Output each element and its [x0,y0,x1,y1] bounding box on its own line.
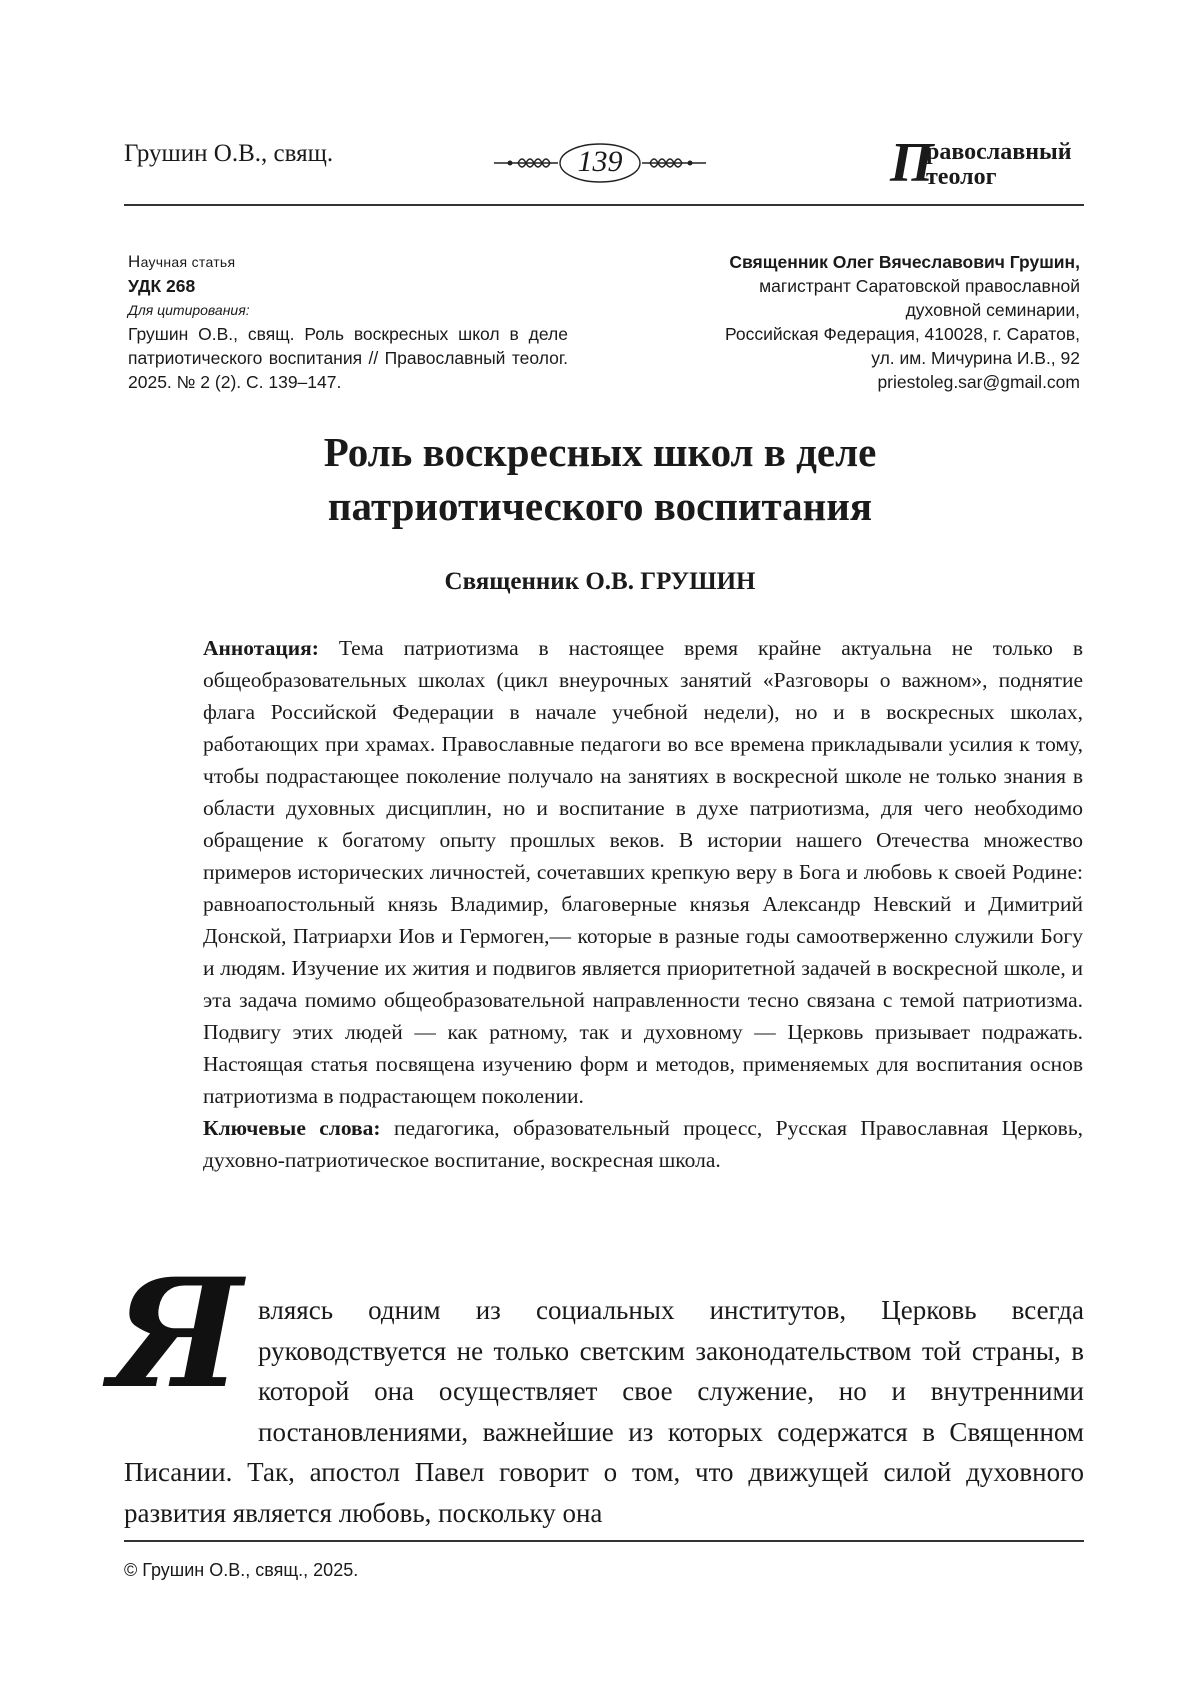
logo-line-2: теолог [926,164,997,190]
header-divider [124,204,1084,206]
copyright: © Грушин О.В., свящ., 2025. [124,1560,359,1580]
article-metadata [128,250,568,394]
author-info [640,250,1080,394]
abstract-paragraph [203,632,1083,1112]
author-affiliation-1: магистрант Саратовской православной [759,276,1080,296]
abstract-text: Тема патриотизма в настоящее время крайне актуальна не только в общеобразовательных школах (цикл внеурочных занятий «Разговоры о важном», поднятие флага Российской Федерации в начале учебной недели), но и в воскресных школах, работающих при храмах. Православные педагоги во все времена прикладывали усилия к тому, чтобы подрастающее поколение получало на занятиях в воскресной школе не только знания в области духовных дисциплин, но и воспитание в духе патриотизма, для чего необходимо обращение к богатому опыту прошлых веков. В истории нашего Отечества множество примеров исторических личностей, сочетавших крепкую веру в Бога и любовь к своей Родине: равноапостольный князь Владимир, благоверные князья Александр Невский и Димитрий Донской, Патриархи Иов и Гермоген,— которые в разные годы самоотверженно служили Богу и людям. Изучение их жития и подвигов является приоритетной задачей в воскресной школе, и эта задача помимо общеобразовательной направленности тесно связана с темой патриотизма. Подвигу этих людей — как ратному, так и духовному — Церковь призывает подражать. Настоящая статья посвящена изучению форм и методов, применяемых для воспитания основ патриотизма в подрастающем поколении. [203,636,1084,1108]
keywords-label: Ключевые слова: [203,1116,381,1140]
page-number: 139 [577,145,623,178]
author-name: Священник Олег Вячеславович Грушин, [729,252,1080,272]
abstract-label: Аннотация: [203,636,319,660]
journal-logo [890,132,1090,194]
udc-code: УДК 268 [128,276,196,296]
keywords-text: педагогика, образовательный процесс, Русская Православная Церковь, духовно-патриотическое воспитание, воскресная школа. [203,1116,1083,1172]
citation-text: Грушин О.В., свящ. Роль воскресных школ в деле патриотического воспитания // Православный теолог. 2025. № 2 (2). С. 139–147. [128,324,568,392]
author-address-2: ул. им. Мичурина И.В., 92 [871,348,1080,368]
logo-initial: П [890,132,934,194]
title-line-1: Роль воскресных школ в деле [323,429,877,475]
running-head: Грушин О.В., свящ. [124,140,334,167]
byline: Священник О.В. ГРУШИН [444,568,756,595]
author-email[interactable]: priestoleg.sar@gmail.com [877,372,1080,392]
author-address-1: Российская Федерация, 410028, г. Саратов, [724,324,1080,344]
author-affiliation-2: духовной семинарии, [905,300,1080,320]
body-text: вляясь одним из социальных институтов, Церковь всегда руководствуется не только светским законодательством той страны, в которой она осуществляет свое служение, но и внутренними постановлениями, важнейшие из которых содержатся в Священном Писании. Так, апостол Павел говорит о том, что движущей силой духовного развития является любовь, поскольку она [124,1295,1084,1528]
drop-cap-space [124,1290,258,1450]
citation-label: Для цитирования: [128,302,250,318]
article-type: Научная статья [128,252,236,271]
page-number-ornament [490,140,710,186]
keywords-paragraph [203,1112,1083,1176]
article-title [100,425,1100,533]
logo-line-1: равославный [926,139,1072,165]
footer-divider [124,1540,1084,1542]
title-line-2: патриотического воспитания [327,483,873,529]
abstract [203,632,1083,1176]
drop-cap-letter: Я [109,1246,243,1422]
body-paragraph [124,1290,1084,1533]
